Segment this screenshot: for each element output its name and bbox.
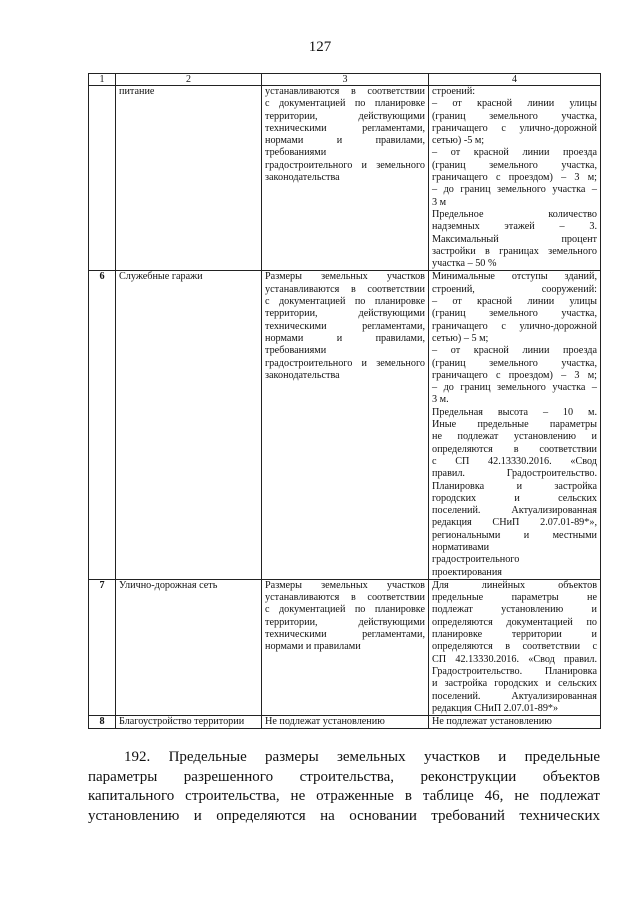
construction-params-line: Иные предельные параметры — [432, 419, 597, 431]
land-use-name — [116, 271, 262, 579]
plot-size-line: техническими регламентами, — [265, 122, 425, 134]
plot-size-line: устанавливаются в соответствии — [265, 283, 425, 295]
land-use-name — [116, 716, 262, 729]
plot-size-cell — [262, 579, 429, 715]
construction-params-line: Предельная высота – 10 м. — [432, 406, 597, 418]
header-cell-1: 1 — [89, 74, 116, 86]
construction-params-line: и застройка городских и сельских — [432, 678, 597, 690]
plot-size-line: нормами и правилами — [265, 641, 361, 653]
row-number — [89, 716, 116, 729]
construction-params-line: граничащего с проездом) – 3 м; — [432, 369, 597, 381]
plot-size-line: устанавливаются в соответствии — [265, 86, 425, 97]
plot-size-cell — [262, 271, 429, 579]
land-use-name-text: Благоустройство территории — [119, 716, 245, 728]
construction-params-line: проектирования — [432, 566, 502, 578]
construction-params-cell — [429, 86, 601, 271]
plot-size-line: территории, действующими — [265, 616, 425, 628]
construction-params-line: поселений. Актуализированная — [432, 505, 597, 517]
construction-params-cell — [429, 716, 601, 729]
construction-params-line: подлежат установлению и — [432, 604, 597, 616]
construction-params-line: определяются в соответствии — [432, 443, 597, 455]
plot-size-line: территории, действующими — [265, 308, 425, 320]
table-row — [89, 271, 601, 579]
row-number-text: 7 — [99, 579, 105, 591]
row-number — [89, 271, 116, 579]
construction-params-line: планировке территории и — [432, 629, 597, 641]
construction-params-line: 3 м — [432, 196, 447, 208]
plot-size-line: Не подлежат установлению — [265, 716, 385, 728]
construction-params-line: (границ земельного участка, — [432, 159, 597, 171]
plot-size-line: нормами и правилами, — [265, 332, 425, 344]
construction-params-line: городских и сельских — [432, 492, 597, 504]
construction-params-line: строений: — [432, 86, 476, 97]
paragraph-line: 192. Предельные размеры земельных участков и предельные — [124, 749, 600, 765]
construction-params-line: сетью) -5 м; — [432, 135, 485, 147]
plot-size-line: Размеры земельных участков — [265, 271, 425, 283]
land-use-name — [116, 579, 262, 715]
plot-size-line: законодательства — [265, 172, 340, 184]
header-cell-2: 2 — [116, 74, 262, 86]
construction-params-line: редакция СНиП 2.07.01-89*» — [432, 702, 559, 714]
construction-params-line: региональными и местными — [432, 529, 597, 541]
construction-params-line: редакция СНиП 2.07.01-89*», — [432, 517, 597, 529]
paragraph-192 — [88, 748, 600, 826]
plot-size-line: Размеры земельных участков — [265, 579, 425, 591]
plot-size-line: требованиями — [265, 147, 327, 159]
plot-size-line: градостроительного и земельного — [265, 357, 425, 369]
construction-params-line: – от красной линии проезда — [432, 345, 597, 357]
construction-params-line: (границ земельного участка, — [432, 357, 597, 369]
construction-params-line: не подлежат установлению и — [432, 431, 597, 443]
plot-size-line: с документацией по планировке — [265, 296, 425, 308]
construction-params-line: граничащего с улично-дорожной — [432, 122, 597, 134]
table-header-row — [89, 74, 601, 86]
construction-params-line: СП 42.13330.2016. «Свод правил. — [432, 653, 597, 665]
construction-params-line: поселений. Актуализированная — [432, 690, 597, 702]
plot-size-line: нормами и правилами, — [265, 135, 425, 147]
construction-params-line: Для линейных объектов — [432, 579, 597, 591]
construction-params-line: градостроительного — [432, 554, 520, 566]
plot-size-line: устанавливаются в соответствии — [265, 592, 425, 604]
construction-params-line: граничащего с улично-дорожной — [432, 320, 597, 332]
construction-params-line: правил. Градостроительство. — [432, 468, 597, 480]
plot-size-line: техническими регламентами, — [265, 629, 425, 641]
construction-params-line: граничащего с проездом) – 3 м; — [432, 172, 597, 184]
construction-params-line: – до границ земельного участка – — [432, 184, 597, 196]
construction-params-line: с СП 42.13330.2016. «Свод — [432, 455, 597, 467]
construction-params-line: Максимальный процент — [432, 233, 597, 245]
construction-params-line: нормативами — [432, 541, 490, 553]
table-row — [89, 579, 601, 715]
plot-size-cell — [262, 86, 429, 271]
plot-size-line: градостроительного и земельного — [265, 159, 425, 171]
construction-params-line: (границ земельного участка, — [432, 308, 597, 320]
plot-size-line: территории, действующими — [265, 110, 425, 122]
plot-size-line: техническими регламентами, — [265, 320, 425, 332]
header-cell-3: 3 — [262, 74, 429, 86]
plot-size-line: требованиями — [265, 345, 327, 357]
construction-params-line: Предельное количество — [432, 208, 597, 220]
construction-params-line: участка – 50 % — [432, 258, 497, 270]
header-cell-4: 4 — [429, 74, 601, 86]
construction-params-line: Минимальные отступы зданий, — [432, 271, 597, 283]
land-use-name-text: Улично-дорожная сеть — [119, 579, 218, 591]
table-row — [89, 716, 601, 729]
construction-params-line: – от красной линии улицы — [432, 98, 597, 110]
zoning-parameters-table — [88, 73, 601, 729]
plot-size-line: с документацией по планировке — [265, 604, 425, 616]
construction-params-line: надземных этажей – 3. — [432, 221, 597, 233]
construction-params-line: Градостроительство. Планировка — [432, 665, 597, 677]
row-number — [89, 579, 116, 715]
construction-params-line: определяются в соответствии с — [432, 641, 597, 653]
row-number — [89, 86, 116, 271]
land-use-name-text: питание — [119, 86, 155, 97]
plot-size-line: законодательства — [265, 369, 340, 381]
row-number-text: 6 — [99, 271, 105, 283]
table-row — [89, 86, 601, 271]
page-number: 127 — [308, 39, 332, 55]
construction-params-line: (границ земельного участка, — [432, 110, 597, 122]
construction-params-line: определяются документацией по — [432, 616, 597, 628]
construction-params-line: – до границ земельного участка – — [432, 382, 597, 394]
construction-params-line: строений, сооружений: — [432, 283, 597, 295]
land-use-name-text: Служебные гаражи — [119, 271, 203, 283]
construction-params-line: сетью) – 5 м; — [432, 332, 489, 344]
construction-params-line: предельные параметры не — [432, 592, 597, 604]
paragraph-line: параметры разрешенного строительства, реконструкции объектов — [88, 768, 600, 785]
construction-params-line: Планировка и застройка — [432, 480, 597, 492]
plot-size-line: с документацией по планировке — [265, 98, 425, 110]
construction-params-cell — [429, 579, 601, 715]
construction-params-line: – от красной линии улицы — [432, 296, 597, 308]
land-use-name — [116, 86, 262, 271]
paragraph-line: установлению и определяются на основании требований технических — [88, 807, 600, 824]
construction-params-line: застройки в границах земельного — [432, 245, 597, 257]
row-number-text: 8 — [99, 716, 105, 728]
construction-params-cell — [429, 271, 601, 579]
construction-params-line: 3 м. — [432, 394, 449, 406]
plot-size-cell — [262, 716, 429, 729]
construction-params-line: – от красной линии проезда — [432, 147, 597, 159]
paragraph-line: капитального строительства, не отраженные в таблице 46, не подлежат — [88, 788, 600, 804]
construction-params-line: Не подлежат установлению — [432, 716, 552, 728]
